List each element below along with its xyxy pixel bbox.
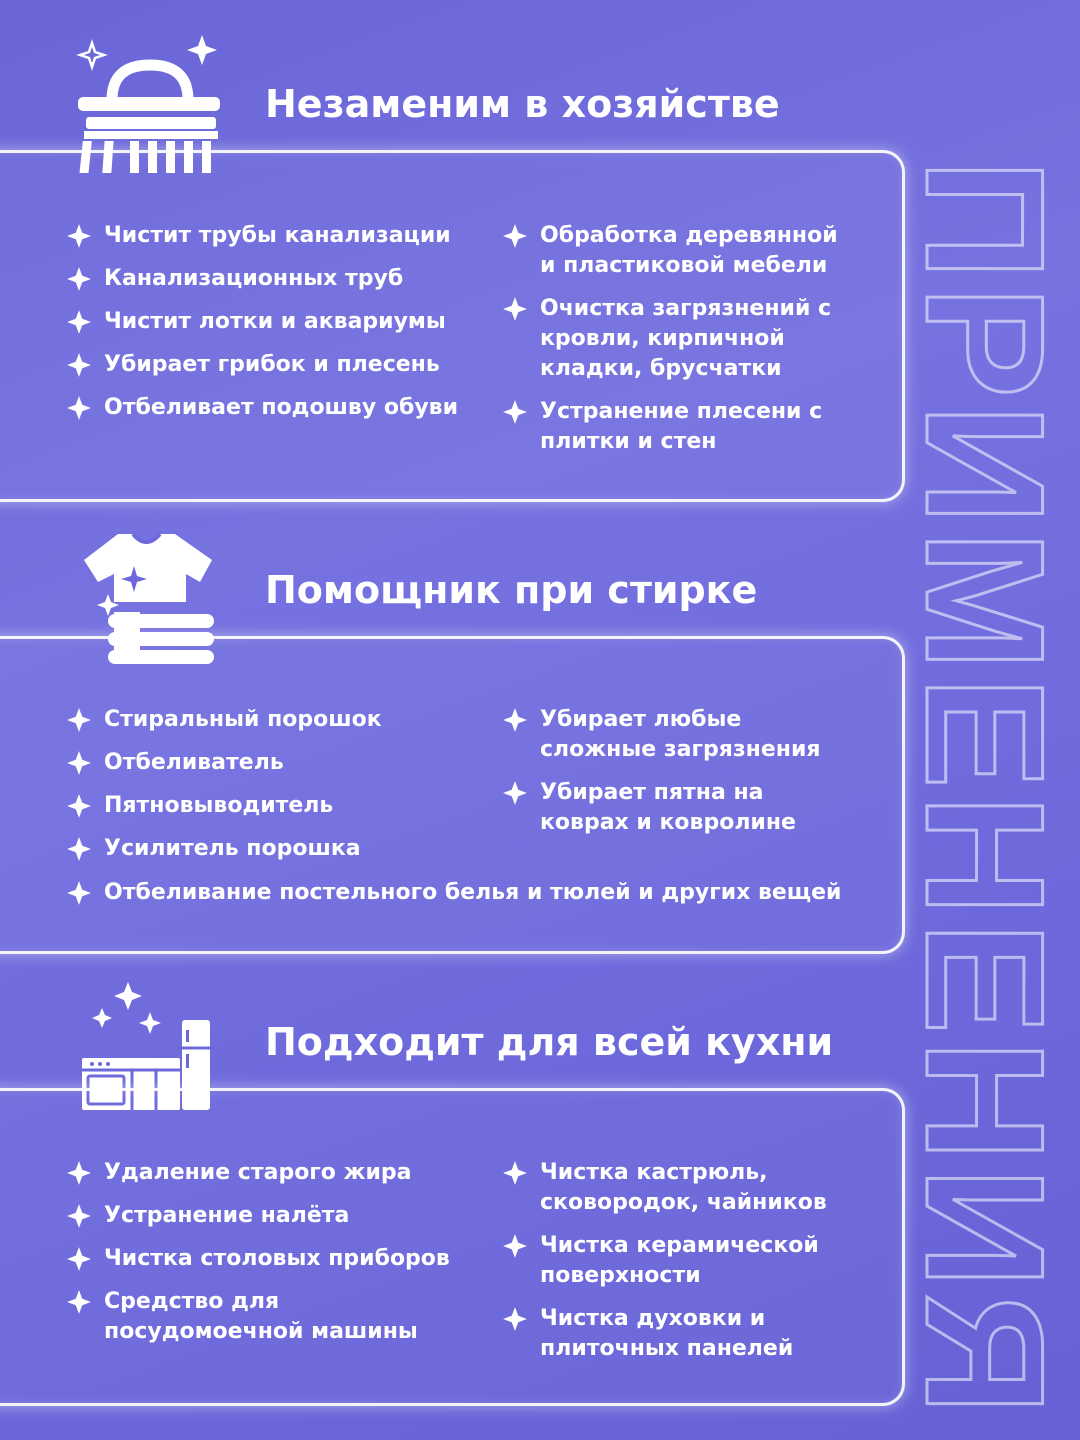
sparkle-bullet-icon (66, 352, 92, 378)
right-list (502, 1158, 852, 1364)
right-list (502, 705, 852, 838)
sparkle-bullet-icon (502, 707, 528, 733)
list-item (66, 221, 476, 251)
sparkle-bullet-icon (66, 880, 92, 906)
list-item-text: Удаление старого жира (104, 1160, 412, 1185)
list-item-text: Чистка керамической поверхности (540, 1233, 819, 1288)
sparkle-bullet-icon (502, 780, 528, 806)
sparkle-bullet-icon (502, 1306, 528, 1332)
list-item-text: Усилитель порошка (104, 836, 361, 861)
left-list (66, 221, 476, 423)
list-item-text: Устранение налёта (104, 1203, 350, 1228)
sparkle-bullet-icon (66, 266, 92, 292)
sparkle-bullet-icon (66, 1203, 92, 1229)
sparkle-bullet-icon (66, 1246, 92, 1272)
list-item (502, 705, 852, 765)
left-list (66, 1158, 476, 1347)
list-item-text: Обработка деревянной и пластиковой мебели (540, 223, 838, 278)
right-list (502, 221, 852, 457)
list-item (66, 791, 476, 821)
list-item-text: Отбеливает подошву обуви (104, 395, 458, 420)
sparkle-bullet-icon (502, 1160, 528, 1186)
left-list (66, 705, 476, 864)
section-title: Помощник при стирке (265, 568, 758, 612)
list-item-text: Стиральный порошок (104, 707, 382, 732)
sparkle-bullet-icon (66, 1289, 92, 1315)
list-item (502, 294, 852, 384)
list-item-text: Средство для посудомоечной машины (104, 1289, 418, 1344)
list-item-text: Чистка столовых приборов (104, 1246, 450, 1271)
list-item-text: Чистка кастрюль, сковородок, чайников (540, 1160, 827, 1215)
list-item (66, 748, 476, 778)
sparkle-bullet-icon (66, 836, 92, 862)
sparkle-bullet-icon (66, 395, 92, 421)
list-item-text: Устранение плесени с плитки и стен (540, 399, 823, 454)
list-item-text: Отбеливатель (104, 750, 284, 775)
list-item-text: Очистка загрязнений с кровли, кирпичной кладки, брусчатки (540, 296, 832, 381)
list-item-text: Убирает грибок и плесень (104, 352, 440, 377)
list-item (502, 1304, 852, 1364)
sparkle-bullet-icon (502, 1233, 528, 1259)
list-item (66, 350, 476, 380)
list-item (66, 1244, 476, 1274)
list-item-text: Чистит трубы канализации (104, 223, 451, 248)
sparkle-bullet-icon (66, 793, 92, 819)
list-item (502, 397, 852, 457)
sparkle-bullet-icon (66, 223, 92, 249)
sparkle-bullet-icon (502, 223, 528, 249)
sparkle-bullet-icon (66, 309, 92, 335)
list-item (502, 221, 852, 281)
section-title: Подходит для всей кухни (265, 1020, 834, 1064)
list-item (66, 307, 476, 337)
list-item-wide (66, 878, 841, 908)
sparkle-bullet-icon (66, 750, 92, 776)
list-item (502, 778, 852, 838)
list-item (66, 393, 476, 423)
sparkle-bullet-icon (66, 1160, 92, 1186)
section-title: Незаменим в хозяйстве (265, 82, 780, 126)
list-item (502, 1231, 852, 1291)
list-item-text: Отбеливание постельного белья и тюлей и других вещей (104, 880, 842, 905)
sparkle-bullet-icon (502, 399, 528, 425)
side-vertical-word: ПРИМЕНЕНИЯ (891, 159, 1079, 1421)
list-item-text: Убирает пятна на коврах и ковролине (540, 780, 796, 835)
list-item-text: Канализационных труб (104, 266, 404, 291)
list-item (66, 834, 476, 864)
list-item (66, 264, 476, 294)
list-item (66, 705, 476, 735)
list-item (66, 1201, 476, 1231)
list-item-text: Чистка духовки и плиточных панелей (540, 1306, 794, 1361)
list-item (66, 1287, 434, 1347)
list-item-text: Чистит лотки и аквариумы (104, 309, 446, 334)
sparkle-bullet-icon (66, 707, 92, 733)
list-item (502, 1158, 852, 1218)
list-item-text: Убирает любые сложные загрязнения (540, 707, 821, 762)
sparkle-bullet-icon (502, 296, 528, 322)
list-item (66, 1158, 476, 1188)
list-item-text: Пятновыводитель (104, 793, 334, 818)
